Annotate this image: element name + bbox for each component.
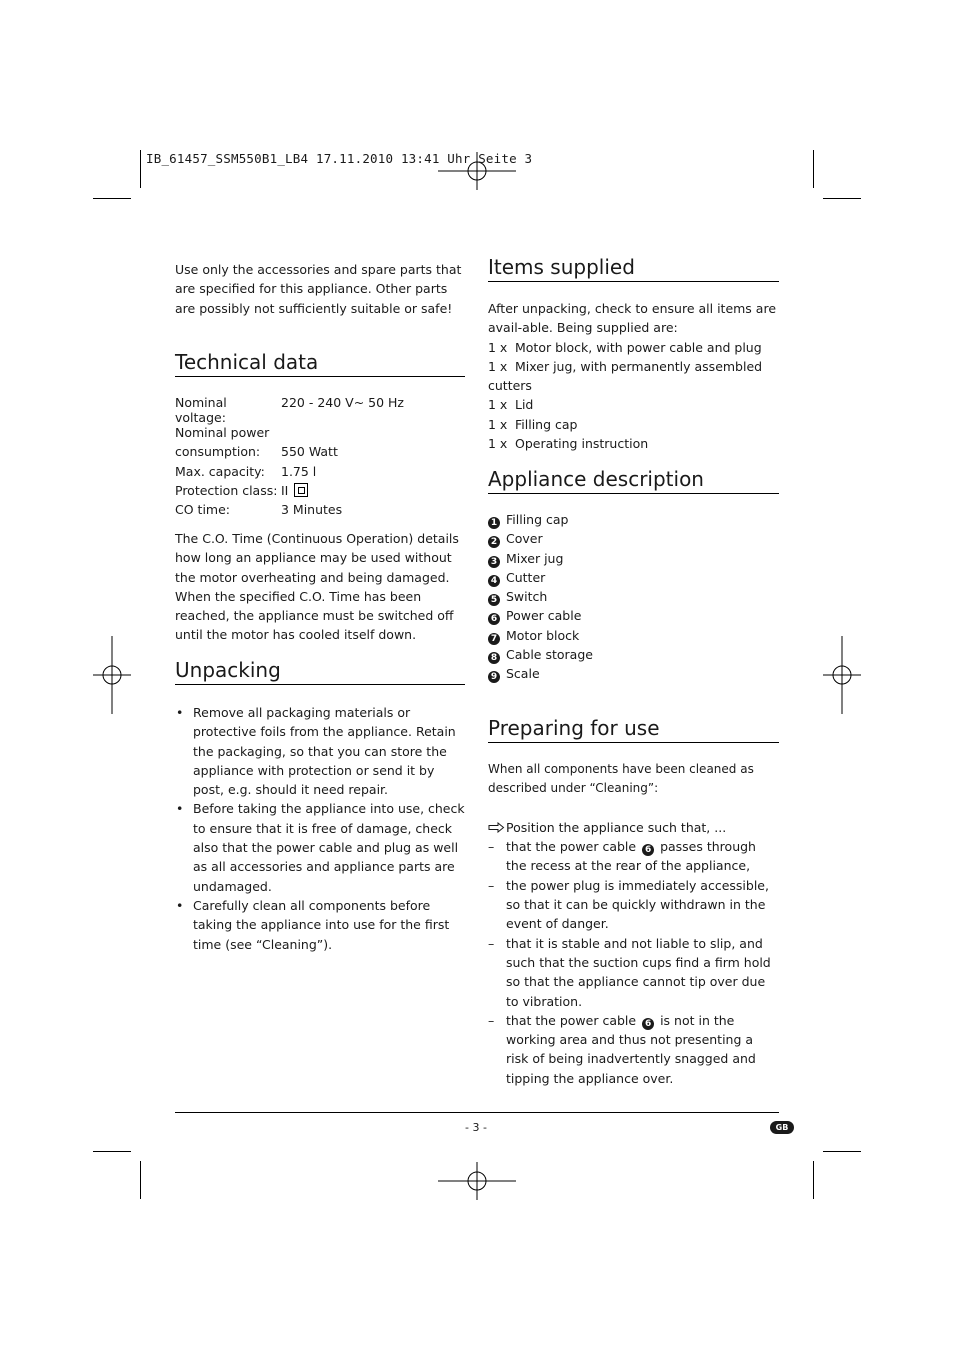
items-supplied-heading: Items supplied xyxy=(488,254,779,282)
technical-data-heading: Technical data xyxy=(175,349,465,377)
table-row: consumption: 550 Watt xyxy=(175,444,338,460)
part-number-badge: 4 xyxy=(488,575,500,587)
part-number-badge: 3 xyxy=(488,556,500,568)
list-item: • Before taking the appliance into use, check to ensure that it is free of damage, check also that the power cable and plug as well as all accessories and appliance parts are undamaged. xyxy=(175,799,465,895)
list-item: – that it is stable and not liable to slip, and such that the suction cups find a firm hold so that the appliance cannot tip over due to vibration. xyxy=(488,934,779,1011)
list-item: 7 Motor block xyxy=(488,626,779,645)
part-number-badge: 5 xyxy=(488,594,500,606)
registration-mark-left xyxy=(93,636,131,714)
preparing-block xyxy=(488,760,779,1088)
registration-mark-bottom xyxy=(438,1162,516,1200)
part-number-badge: 7 xyxy=(488,633,500,645)
list-item: 2 Cover xyxy=(488,529,779,548)
preparing-intro: When all components have been cleaned as described under “Cleaning”: xyxy=(488,762,754,796)
list-item: • Carefully clean all components before taking the appliance into use for the first time (see “Cleaning”). xyxy=(175,896,465,954)
list-item: • Remove all packaging materials or protective foils from the appliance. Retain the packaging, so that you can store the appliance with protection or send it by post, e.g. should it need repair. xyxy=(175,703,465,799)
table-row: Max. capacity: 1.75 l xyxy=(175,463,317,479)
part-number-badge: 6 xyxy=(642,1018,654,1030)
appliance-description-heading: Appliance description xyxy=(488,466,779,494)
protection-class-icon xyxy=(294,483,308,497)
list-item: – the power plug is immediately accessible, so that it can be quickly withdrawn in the event of danger. xyxy=(488,876,779,934)
table-row: Nominal voltage: 220 - 240 V~ 50 Hz xyxy=(175,395,404,425)
list-item: 1 Filling cap xyxy=(488,510,779,529)
part-number-badge: 2 xyxy=(488,536,500,548)
table-row: Nominal power xyxy=(175,425,270,440)
preparing-heading: Preparing for use xyxy=(488,715,779,743)
unpacking-heading: Unpacking xyxy=(175,657,465,685)
list-item: 1 x Lid xyxy=(488,397,534,413)
appliance-parts-list xyxy=(488,510,779,684)
registration-mark-right xyxy=(823,636,861,714)
list-item: 1 x Mixer jug, with permanently assembled cutters xyxy=(488,358,763,394)
list-item: 6 Power cable xyxy=(488,606,779,625)
technical-data-table xyxy=(175,395,404,521)
table-row: CO time: 3 Minutes xyxy=(175,502,343,518)
part-number-badge: 6 xyxy=(642,844,654,856)
unpacking-list xyxy=(175,703,465,954)
list-item: 1 x Motor block, with power cable and plug xyxy=(488,339,762,355)
list-item: 8 Cable storage xyxy=(488,645,779,664)
table-row: Protection class: II xyxy=(175,483,404,502)
list-item: 1 x Operating instruction xyxy=(488,436,649,452)
items-supplied-block xyxy=(488,299,779,453)
list-item: 4 Cutter xyxy=(488,568,779,587)
arrow-right-icon xyxy=(488,822,505,833)
intro-paragraph: Use only the accessories and spare parts that are specified for this appliance. Other parts are possibly not sufficiently suitable or safe! xyxy=(175,262,462,316)
part-number-badge: 1 xyxy=(488,517,500,529)
part-number-badge: 9 xyxy=(488,671,500,683)
list-item: 3 Mixer jug xyxy=(488,549,779,568)
list-item: – that the power cable 6 is not in the working area and thus not presenting a risk of being inadvertently snagged and tipping the appliance over. xyxy=(488,1011,779,1088)
part-number-badge: 8 xyxy=(488,652,500,664)
footer-rule xyxy=(175,1112,779,1113)
print-slug: IB_61457_SSM550B1_LB4 17.11.2010 13:41 Uhr Seite 3 xyxy=(146,151,533,166)
page-number: - 3 - xyxy=(465,1121,487,1134)
list-item: 9 Scale xyxy=(488,664,779,683)
list-item: 1 x Filling cap xyxy=(488,416,578,432)
co-time-paragraph: The C.O. Time (Continuous Operation) details how long an appliance may be used without the motor overheating and being damaged. When the specified C.O. Time has been reached, the appliance must be switched off until the motor has cooled itself down. xyxy=(175,531,459,643)
list-item: 5 Switch xyxy=(488,587,779,606)
part-number-badge: 6 xyxy=(488,613,500,625)
language-badge: GB xyxy=(770,1121,794,1134)
items-supplied-intro: After unpacking, check to ensure all items are avail-able. Being supplied are: xyxy=(488,301,777,336)
list-item: – that the power cable 6 passes through the recess at the rear of the appliance, xyxy=(488,837,779,876)
instruction-line: Position the appliance such that, ... xyxy=(488,818,779,837)
preparing-conditions-list xyxy=(488,837,779,1088)
